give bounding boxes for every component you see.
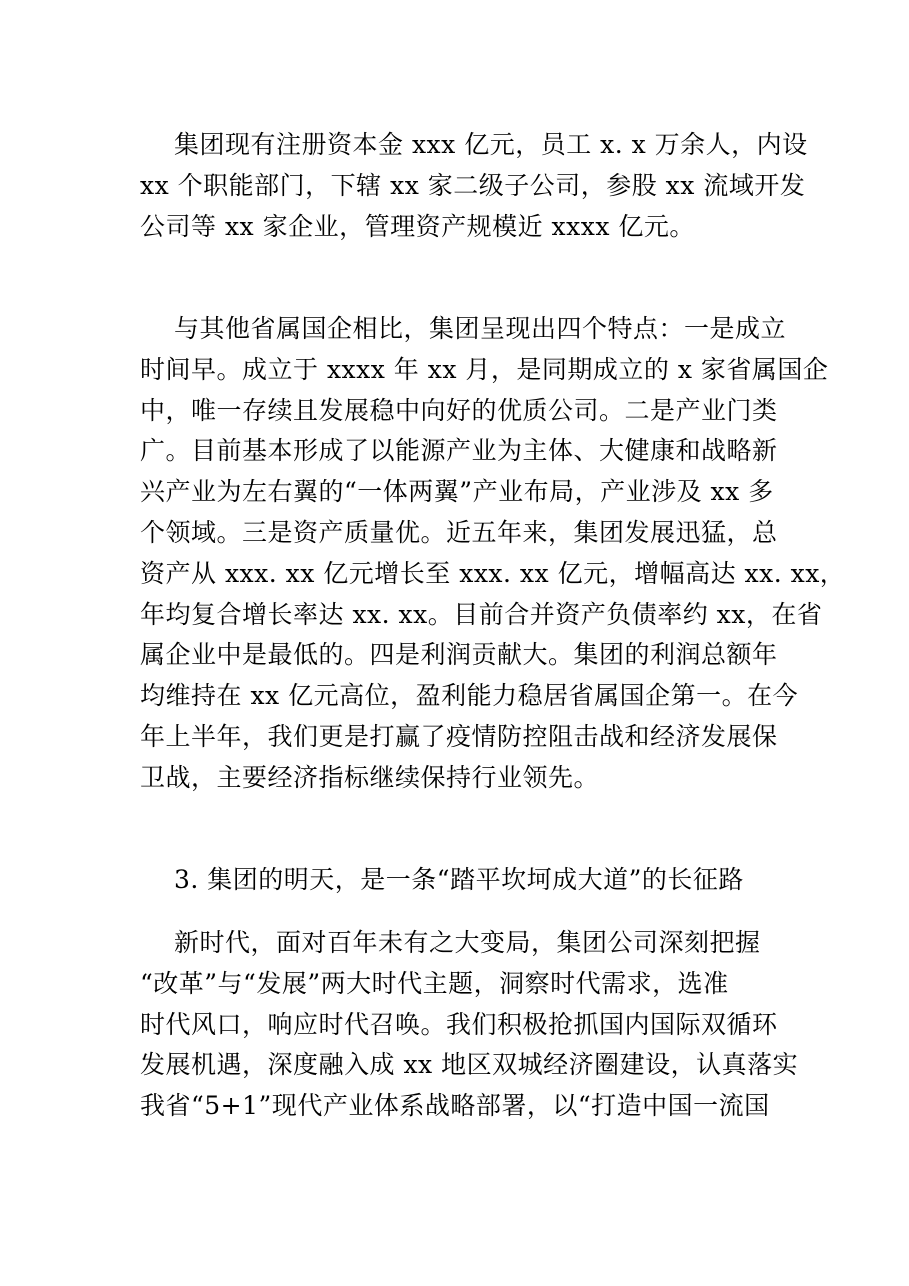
text-line: 中，唯一存续且发展稳中向好的优质公司。二是产业门类	[140, 395, 778, 425]
paragraph-new-era	[140, 923, 799, 1127]
paragraph-four-features	[140, 309, 846, 799]
text-line: 年上半年，我们更是打赢了疫情防控阻击战和经济发展保	[140, 721, 778, 751]
text-line: “改革”与“发展”两大时代主题，洞察时代需求，选准	[140, 968, 729, 998]
text-line: 时间早。成立于 xxxx 年 xx 月，是同期成立的 x 家省属国企	[140, 354, 829, 384]
paragraph-company-overview	[140, 125, 808, 247]
text-line: 集团现有注册资本金 xxx 亿元，员工 x. x 万余人，内设	[174, 130, 808, 159]
text-line: 发展机遇，深度融入成 xx 地区双城经济圈建设，认真落实	[140, 1050, 799, 1080]
text-line: 时代风口，响应时代召唤。我们积极抢抓国内国际双循环	[140, 1009, 778, 1039]
text-line: 年均复合增长率达 xx. xx。目前合并资产负债率约 xx，在省	[140, 599, 823, 629]
text-line: xx 个职能部门，下辖 xx 家二级子公司，参股 xx 流域开发	[140, 170, 806, 200]
text-line: 我省“5+1”现代产业体系战略部署，以“打造中国一流国	[140, 1091, 770, 1121]
text-line: 均维持在 xx 亿元高位，盈利能力稳居省属国企第一。在今	[140, 681, 799, 711]
heading-text: 3. 集团的明天，是一条“踏平坎坷成大道”的长征路	[174, 865, 744, 894]
text-line: 与其他省属国企相比，集团呈现出四个特点：一是成立	[174, 314, 787, 343]
text-line: 资产从 xxx. xx 亿元增长至 xxx. xx 亿元，增幅高达 xx. xx，	[140, 558, 846, 588]
text-line: 属企业中是最低的。四是利润贡献大。集团的利润总额年	[140, 640, 778, 670]
text-line: 公司等 xx 家企业，管理资产规模近 xxxx 亿元。	[140, 211, 695, 241]
text-line: 新时代，面对百年未有之大变局，集团公司深刻把握	[174, 928, 761, 957]
text-line: 卫战，主要经济指标继续保持行业领先。	[140, 762, 600, 792]
text-line: 兴产业为左右翼的“一体两翼”产业布局，产业涉及 xx 多	[140, 477, 774, 507]
text-line: 个领域。三是资产质量优。近五年来，集团发展迅猛，总	[140, 517, 778, 547]
text-line: 广。目前基本形成了以能源产业为主体、大健康和战略新	[140, 436, 778, 466]
section-heading	[140, 860, 774, 901]
